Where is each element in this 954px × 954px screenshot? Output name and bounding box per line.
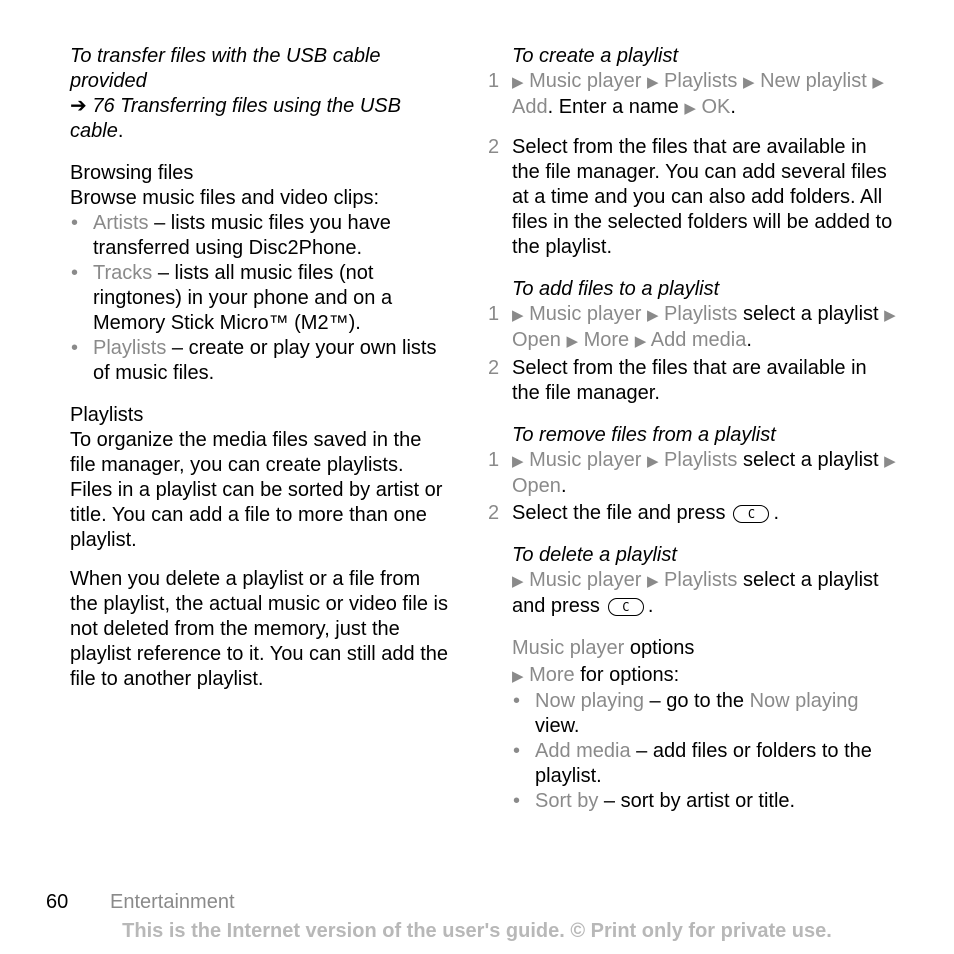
usb-reference-end: . [117,120,124,142]
menu-new-playlist: New playlist [760,70,867,92]
add-step-1 [488,302,898,354]
step-number: 1 [488,449,500,471]
options-intro [488,663,898,689]
list-item-text: – lists all music files (not ringtones) in your phone and on a Memory Stick Micro™ (M2™). [93,262,393,334]
step-number: 2 [488,502,500,524]
list-item [512,739,898,789]
triangle-right-icon: ▶ [566,333,579,350]
list-item-text: – create or play your own lists of music files. [93,337,437,384]
create-step-2 [488,135,898,260]
triangle-right-icon: ▶ [684,100,696,117]
list-item [70,211,450,261]
usb-reference [70,94,450,144]
options-heading-text: options [624,637,695,659]
menu-term-add-media: Add media [535,740,631,762]
menu-music-player: Music player [529,449,642,471]
playlists-paragraph-1: To organize the media files saved in the file manager, you can create playlists. Files in a playlist can be sorted by artist or title. You can add a file to more than one playlist. [70,429,443,551]
triangle-right-icon: ▶ [646,573,659,590]
arrow-right-icon: ➔ [70,95,87,117]
triangle-right-icon: ▶ [646,74,659,91]
menu-more: More [583,329,630,351]
step-text: select a playlist and press [512,569,879,617]
menu-open: Open [512,329,561,351]
list-item-text: – add files or folders to the playlist. [535,740,872,787]
triangle-right-icon: ▶ [884,307,896,324]
c-key-icon: C [733,505,769,523]
step-text: select a playlist [737,449,885,471]
list-item [512,789,898,814]
step-text: Select from the files that are available in the file manager. You can add several files at a time and you can also add folders. All files in the selected folders will be added to the playlist. [512,136,893,258]
menu-music-player: Music player [529,303,642,325]
options-list [488,689,898,814]
step-number: 1 [488,70,500,92]
delete-instruction [488,568,898,619]
options-heading [488,636,898,661]
menu-term-artists: Artists [93,212,149,234]
menu-ok: OK [701,96,731,118]
browsing-list [70,211,450,386]
browsing-heading: Browsing files [70,162,194,184]
step-text: for options: [574,664,680,686]
add-heading: To add files to a playlist [512,278,720,300]
list-item [70,261,450,336]
menu-playlists: Playlists [664,303,738,325]
left-column [70,44,450,692]
menu-term-tracks: Tracks [93,262,153,284]
menu-term-sort-by: Sort by [535,790,599,812]
step-text: Select from the files that are available in the file manager. [512,357,867,404]
copyright-notice: This is the Internet version of the user's guide. © Print only for private use. [122,920,832,942]
step-number: 1 [488,303,500,325]
triangle-right-icon: ▶ [512,573,524,590]
list-item-text: – sort by artist or title. [598,790,796,812]
delete-heading: To delete a playlist [512,544,677,566]
menu-term-now-playing-view: Now playing [749,690,859,712]
menu-playlists: Playlists [664,569,738,591]
list-item-text: view. [535,715,580,737]
right-column [488,44,898,814]
usb-heading: To transfer files with the USB cable provided [70,45,381,92]
triangle-right-icon: ▶ [512,668,524,685]
step-end: . [773,502,780,524]
step-text: Select the file and press [512,502,726,524]
options-heading-menu: Music player [512,637,625,659]
menu-add: Add [512,96,548,118]
c-key-icon: C [608,598,644,616]
step-end: . [730,96,736,118]
step-end: . [746,329,752,351]
menu-playlists: Playlists [664,449,738,471]
menu-music-player: Music player [529,70,642,92]
step-number: 2 [488,136,500,158]
remove-step-1 [488,448,898,499]
menu-term-now-playing: Now playing [535,690,644,712]
playlists-heading: Playlists [70,404,144,426]
triangle-right-icon: ▶ [634,333,647,350]
step-text: . Enter a name [547,96,685,118]
add-step-2 [488,356,898,406]
menu-term-playlists: Playlists [93,337,167,359]
list-item [512,689,898,739]
triangle-right-icon: ▶ [884,453,896,470]
triangle-right-icon: ▶ [512,307,524,324]
step-text: select a playlist [737,303,885,325]
triangle-right-icon: ▶ [512,453,524,470]
menu-playlists: Playlists [664,70,738,92]
playlists-paragraph-2: When you delete a playlist or a file from the playlist, the actual music or video file is not deleted from the memory, just the playlist reference to it. You can still add the file to another playlist. [70,568,449,690]
remove-step-2 [488,501,898,526]
remove-heading: To remove files from a playlist [512,424,776,446]
triangle-right-icon: ▶ [872,74,884,91]
list-item-text: – lists music files you have transferred using Disc2Phone. [93,212,391,259]
menu-open: Open [512,475,561,497]
triangle-right-icon: ▶ [512,74,524,91]
usb-reference-text: 76 Transferring files using the USB cable [70,95,401,142]
triangle-right-icon: ▶ [646,453,659,470]
section-name: Entertainment [110,891,235,913]
triangle-right-icon: ▶ [742,74,755,91]
menu-more: More [529,664,575,686]
step-number: 2 [488,357,500,379]
page-number: 60 [46,891,69,913]
create-step-1 [488,69,898,121]
step-end: . [560,475,567,497]
create-heading: To create a playlist [512,45,679,67]
triangle-right-icon: ▶ [646,307,659,324]
menu-add-media: Add media [650,329,747,351]
browsing-intro: Browse music files and video clips: [70,187,380,209]
step-end: . [647,595,654,617]
list-item [70,336,450,386]
menu-music-player: Music player [529,569,642,591]
list-item-text: – go to the [643,690,750,712]
